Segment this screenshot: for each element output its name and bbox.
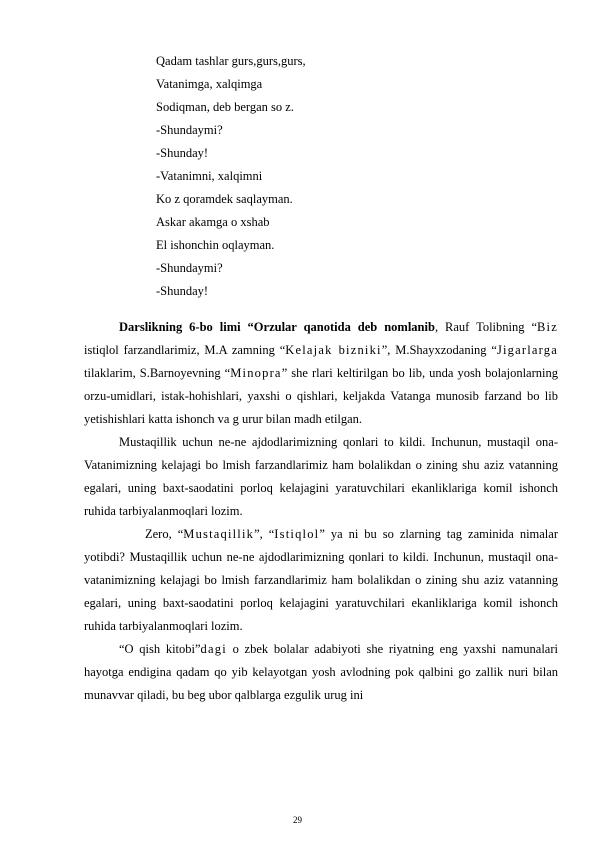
title-run: Minopra xyxy=(230,366,282,380)
text-run: Zero, “ xyxy=(145,527,184,541)
text-run: “O qish kitobi” xyxy=(119,642,201,656)
paragraph-4 xyxy=(84,638,558,707)
text-run: tilaklarim, S.Barnoyevning “ xyxy=(84,366,231,380)
title-run: dagi xyxy=(200,642,227,656)
poem-line: El ishonchin oqlayman. xyxy=(156,238,275,252)
title-run: Biz xyxy=(537,320,558,334)
poem-line: -Shundaymi? xyxy=(156,123,223,137)
paragraph-2: Mustaqillik uchun ne-ne ajdodlarimizning qonlari to kildi. Inchunun, mustaqil ona-Vatanimizning kelajagi bo lmish farzandlarimiz ham bolalikdan o zining shu aziz vatanning egalari, uning baxt-saodatini porloq kelajagini yaratuvchilari ekanliklariga komil ishonch ruhida tarbiyalanmoqlari lozim. xyxy=(84,435,558,518)
title-run: Mustaqillik xyxy=(183,527,255,541)
poem-line: -Shundaymi? xyxy=(156,261,223,275)
text-run: ”, “ xyxy=(254,527,275,541)
poem-line: Ko z qoramdek saqlayman. xyxy=(156,192,293,206)
text-run: ” ya ni bu so zlarning tag zaminida nimalar yotibdi? Mustaqillik uchun ne-ne ajdodlarimizning qonlari to kildi. Inchunun, mustaqil ona-vatanimizning kelajagi bo lmish farzandlarimiz ham bolalikdan o zining shu aziz vatanning egalari, uning baxt-saodatini porloq kelajagini yaratuvchilari ekanliklariga komil ishonch ruhida tarbiyalanmoqlari lozim. xyxy=(84,527,558,633)
poem-line: Vatanimga, xalqimga xyxy=(156,77,263,91)
body-text xyxy=(84,316,558,707)
text-run: ”, M.Shayxzodaning “ xyxy=(381,343,497,357)
title-run: Kelajak bizniki xyxy=(285,343,382,357)
paragraph-3 xyxy=(84,523,558,638)
paragraph-1 xyxy=(84,316,558,431)
text-run: , Rauf Tolibning “ xyxy=(434,320,538,334)
poem-line: -Shunday! xyxy=(156,146,209,160)
text-run: ” she rlari keltirilgan bo lib, unda yosh bolajonlarning orzu-umidlari, istak-hohishlari, yaxshi o qishlari, keljakda Vatanga munosib farzand bo lib yetishishlari katta ishonch va g urur bilan madh etilgan. xyxy=(84,366,558,426)
poem-line: -Shunday! xyxy=(156,284,209,298)
page-number: 29 xyxy=(293,815,302,825)
text-run: istiqlol farzandlarimiz, M.A zamning “ xyxy=(84,343,286,357)
title-run: Istiqlol xyxy=(274,527,320,541)
poem-line: -Vatanimni, xalqimni xyxy=(156,169,263,183)
poem-line: Sodiqman, deb bergan so z. xyxy=(156,100,294,114)
text-run: o zbek bolalar adabiyoti she riyatning eng yaxshi namunalari hayotga endigina qadam qo yib kelayotgan yosh avlodning pok qalbini go zallik nuri bilan munavvar qiladi, bu beg ubor qalblarga ezgulik urug ini xyxy=(84,642,558,702)
poem xyxy=(156,50,306,303)
poem-line: Qadam tashlar gurs,gurs,gurs, xyxy=(156,54,306,68)
bold-phrase: Darslikning 6-bo limi “Orzular qanotida deb nomlanib xyxy=(119,320,435,334)
poem-line: Askar akamga o xshab xyxy=(156,215,270,229)
title-run: Jigarlarga xyxy=(496,343,558,357)
